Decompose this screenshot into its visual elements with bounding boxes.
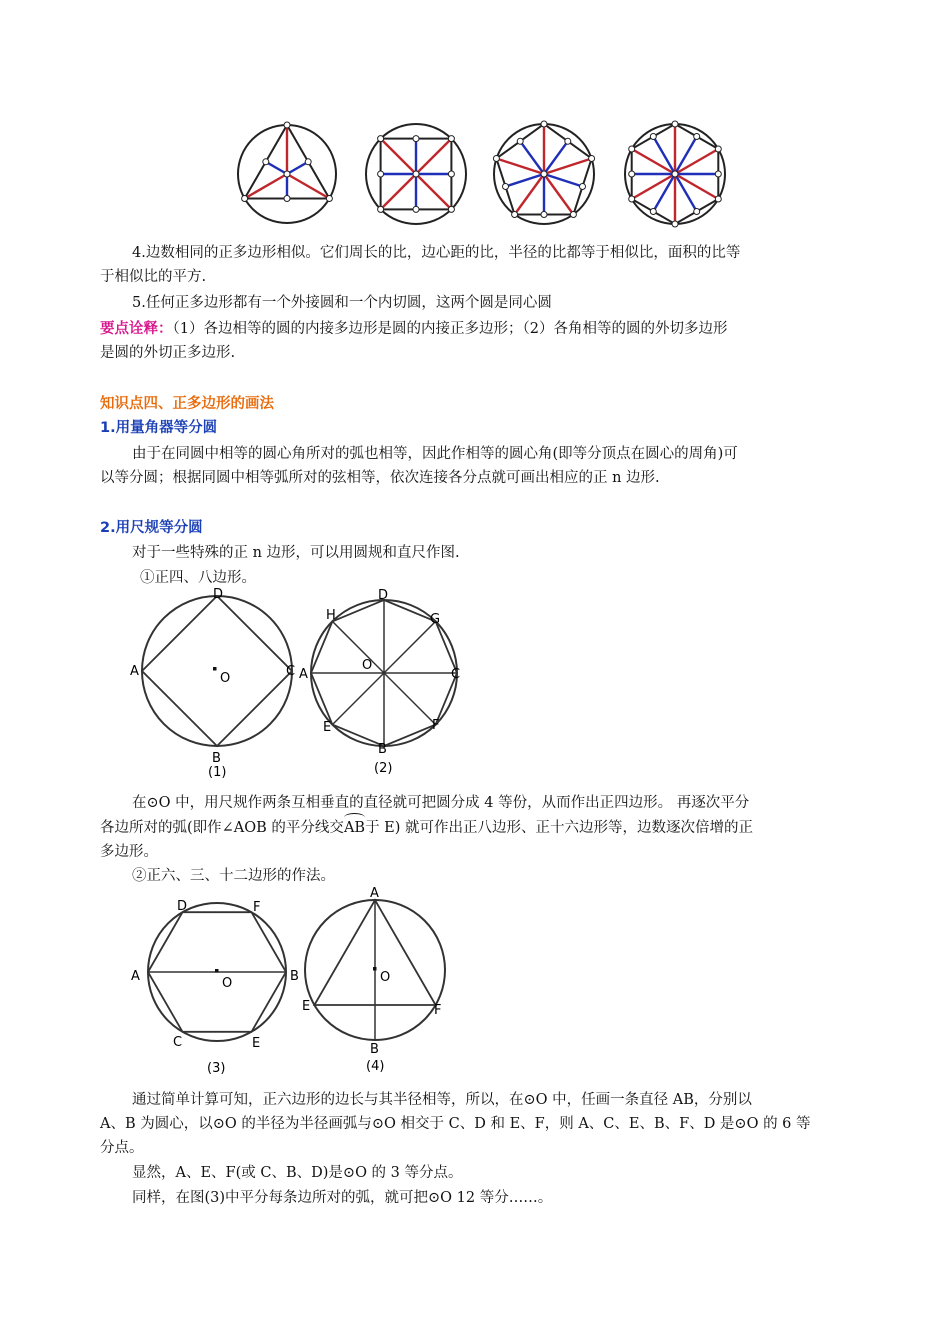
para-c: 显然，A、E、F(或 C、B、D)是⊙O 的 3 等分点。 — [132, 1165, 463, 1181]
para-a-line2-post: 于 E) 就可作出正八边形、正十六边形等，边数逐次倍增的正 — [365, 820, 754, 836]
para-4-line2: 于相似比的平方. — [100, 269, 207, 285]
para-5: 5.任何正多边形都有一个外接圆和一个内切圆，这两个圆是同心圆 — [132, 295, 552, 311]
fig2-label-e: E — [323, 720, 332, 735]
fig1-label-c: C — [286, 664, 296, 679]
polygon-diagrams-row — [230, 118, 730, 230]
figure-1-square — [120, 583, 310, 778]
fig3-label-e: E — [252, 1036, 261, 1051]
para-a-line1: 在⊙O 中，用尺规作两条互相垂直的直径就可把圆分成 4 等份，从而作出正四边形。 再逐次平分 — [132, 795, 750, 811]
figure-2-octagon — [296, 583, 476, 778]
fig2-label-b: B — [378, 742, 387, 757]
item-hexagon-triangle: ②正六、三、十二边形的作法。 — [132, 868, 335, 884]
protractor-text-line2: 以等分圆；根据同圆中相等弧所对的弦相等，依次连接各分点就可画出相应的正 n 边形. — [100, 470, 660, 486]
fig2-label-g: G — [430, 612, 441, 627]
item-square-octagon: ①正四、八边形。 — [140, 570, 256, 586]
fig4-label-o: O — [380, 970, 391, 985]
fig3-label-c: C — [173, 1035, 183, 1050]
fig1-label-o: O — [220, 671, 231, 686]
para-b-line1: 通过简单计算可知，正六边形的边长与其半径相等，所以，在⊙O 中，任画一条直径 AB，分别以 — [132, 1092, 752, 1108]
fig1-label-d: D — [213, 587, 224, 602]
section-title: 知识点四、正多边形的画法 — [100, 396, 274, 412]
subheading-protractor: 1.用量角器等分圆 — [100, 420, 218, 436]
fig3-label-d: D — [177, 899, 188, 914]
fig2-label-h: H — [326, 608, 336, 623]
para-d: 同样，在图(3)中平分每条边所对的弧，就可把⊙O 12 等分……。 — [132, 1190, 553, 1206]
fig2-caption: (2) — [374, 761, 393, 776]
key-points-line1 — [100, 317, 860, 341]
key-points-text: （1）各边相等的圆的内接多边形是圆的内接正多边形；（2）各角相等的圆的外切多边形 — [172, 321, 728, 337]
para-b-line3: 分点。 — [100, 1140, 144, 1156]
hexagon-diagram — [625, 121, 725, 227]
fig4-label-e: E — [302, 999, 311, 1014]
fig3-label-a: A — [131, 969, 140, 984]
fig1-caption: (1) — [208, 765, 227, 778]
triangle-diagram — [238, 122, 336, 223]
fig4-label-b: B — [370, 1042, 379, 1057]
fig2-label-a: A — [299, 667, 308, 682]
fig3-label-f: F — [253, 900, 261, 915]
fig4-label-a: A — [370, 886, 379, 901]
para-a-line2 — [100, 816, 860, 840]
fig2-label-f: F — [432, 718, 440, 733]
fig2-label-o: O — [362, 658, 373, 673]
fig1-label-b: B — [212, 751, 221, 766]
para-b-line2: A、B 为圆心，以⊙O 的半径为半径画弧与⊙O 相交于 C、D 和 E、F，则 A、C、E、B、F、D 是⊙O 的 6 等 — [100, 1116, 811, 1132]
fig3-caption: (3) — [207, 1061, 226, 1076]
subheading-compass: 2.用尺规等分圆 — [100, 520, 203, 536]
arc-ab-notation: AB — [344, 816, 365, 840]
fig2-label-c: C — [451, 667, 461, 682]
fig3-label-o: O — [222, 976, 233, 991]
key-points-label: 要点诠释： — [100, 321, 173, 337]
para-4-line1: 4.边数相同的正多边形相似。它们周长的比，边心距的比，半径的比都等于相似比，面积的比等 — [132, 245, 741, 261]
fig4-label-f: F — [434, 1003, 442, 1018]
para-a-line2-pre: 各边所对的弧(即作∠AOB 的平分线交 — [100, 820, 344, 836]
pentagon-diagram — [493, 121, 594, 224]
compass-text: 对于一些特殊的正 n 边形，可以用圆规和直尺作图. — [132, 545, 460, 561]
fig3-label-b: B — [290, 969, 299, 984]
figure-3-hexagon — [125, 887, 310, 1077]
square-diagram — [366, 124, 466, 224]
protractor-text-line1: 由于在同圆中相等的圆心角所对的弧也相等，因此作相等的圆心角(即等分顶点在圆心的周角)可 — [132, 446, 738, 462]
figure-4-triangle — [300, 883, 460, 1075]
key-points-line2: 是圆的外切正多边形. — [100, 345, 236, 361]
para-a-line3: 多边形。 — [100, 844, 158, 860]
fig1-label-a: A — [130, 664, 139, 679]
fig4-caption: (4) — [366, 1059, 385, 1074]
fig2-label-d: D — [378, 588, 389, 603]
